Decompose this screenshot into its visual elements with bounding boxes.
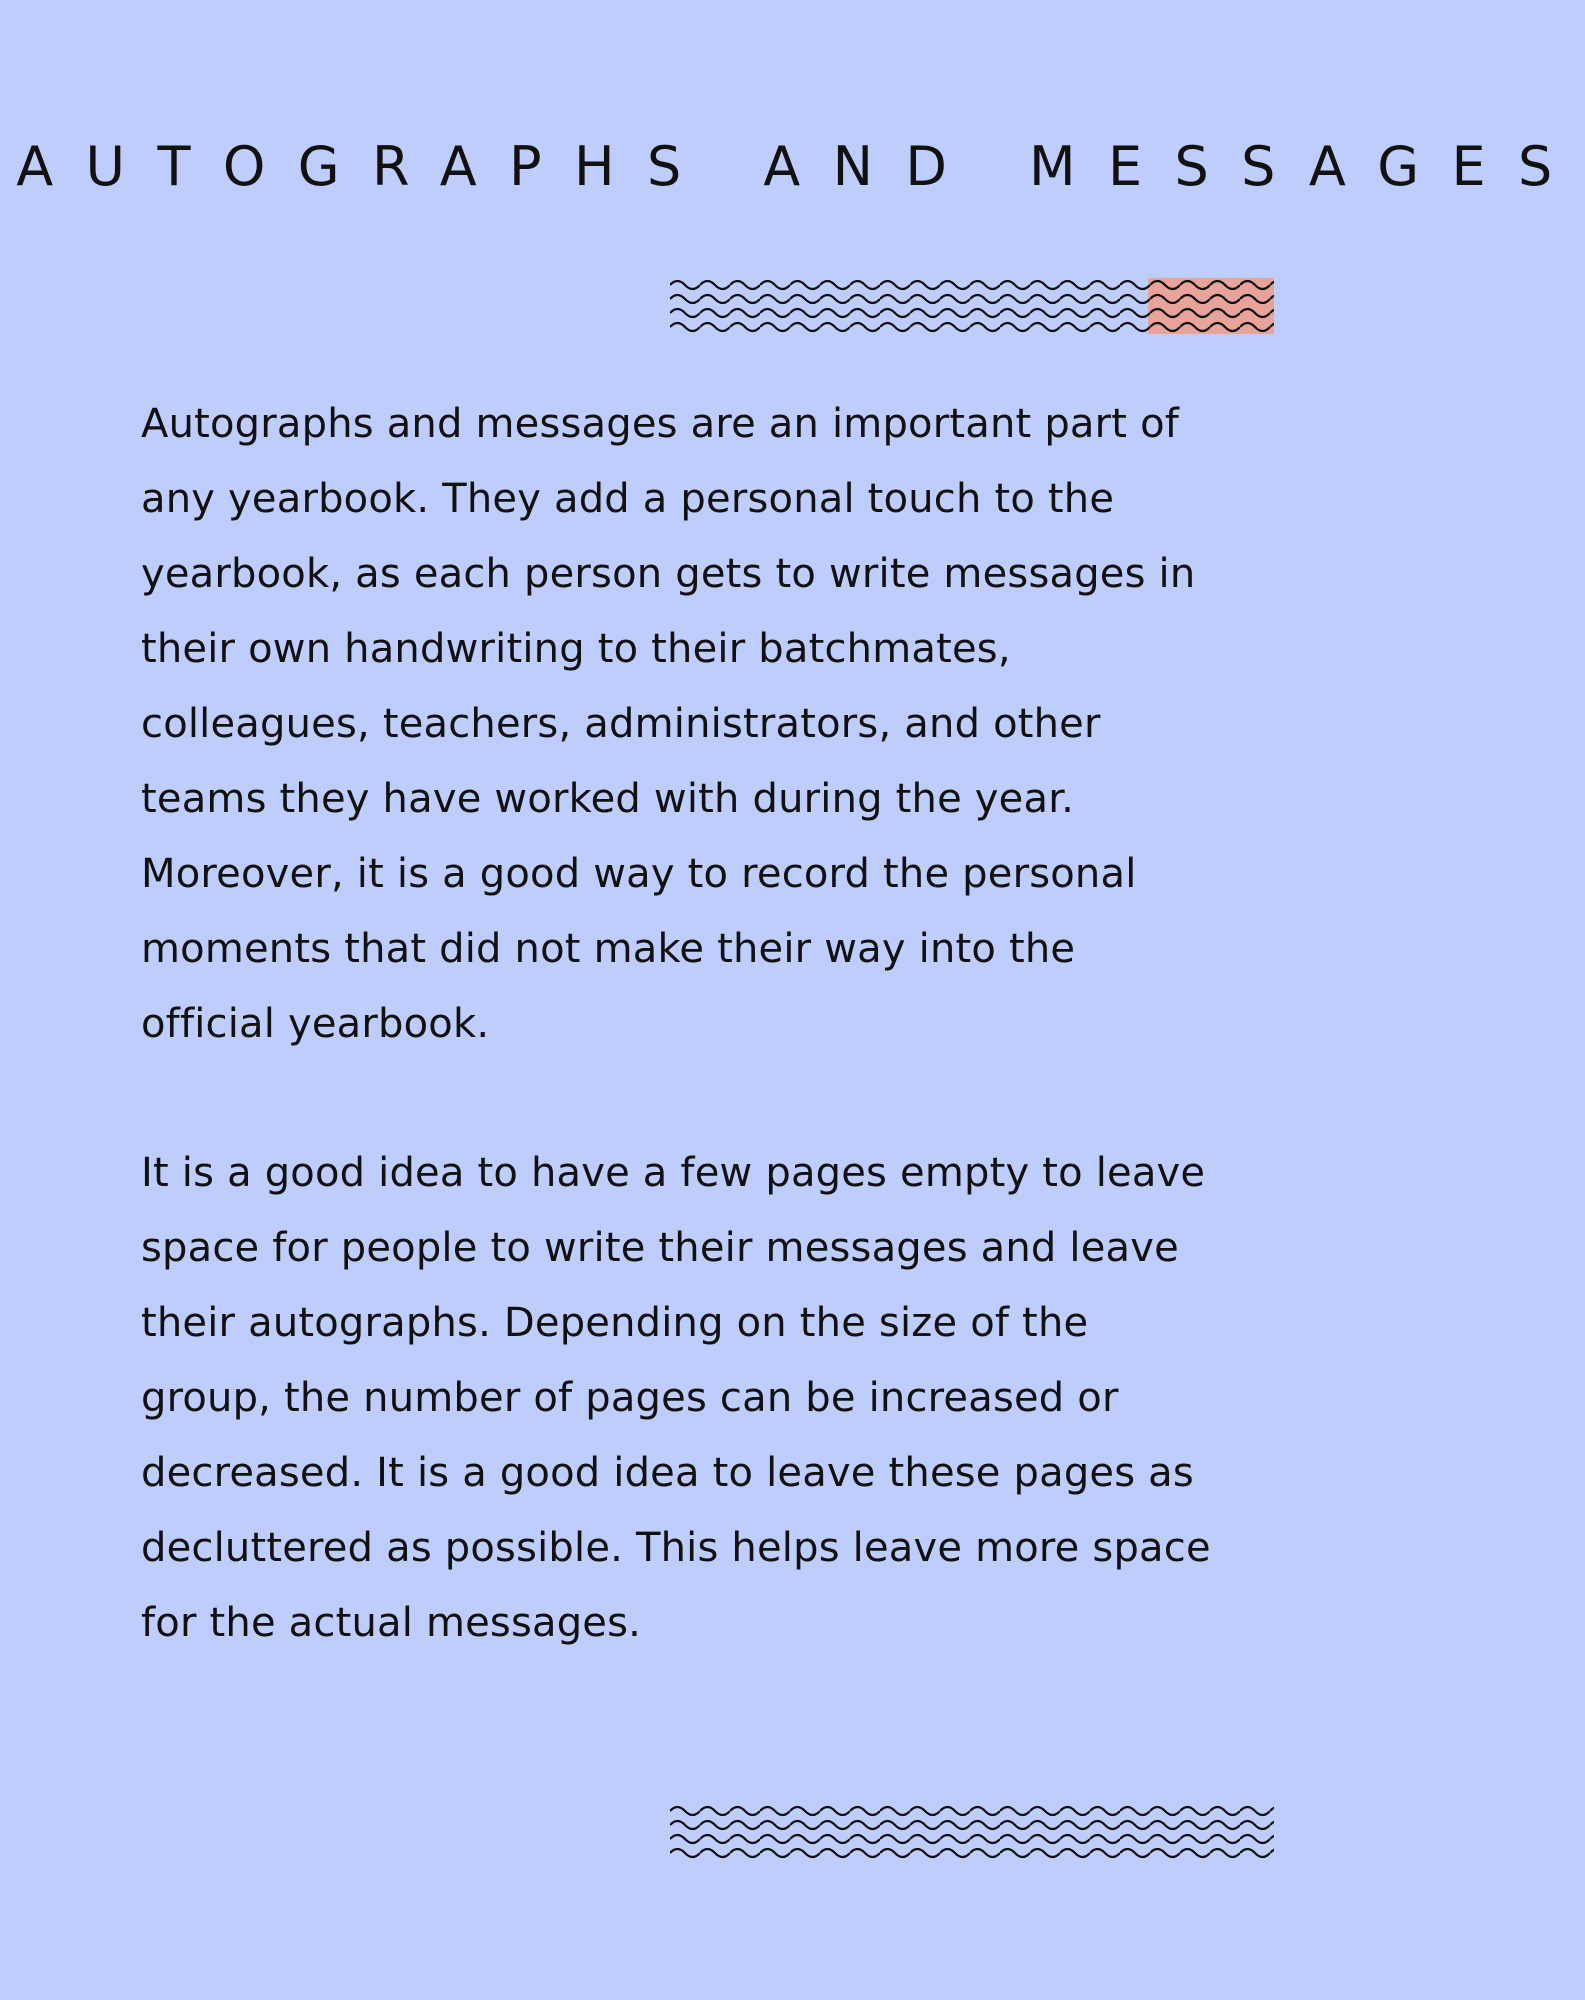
text-line: their autographs. Depending on the size of the (141, 1300, 1089, 1346)
text-line: colleagues, teachers, administrators, and other (141, 701, 1101, 747)
text-line: space for people to write their messages and leave (141, 1225, 1179, 1271)
text-line: It is a good idea to have a few pages empty to leave (141, 1150, 1206, 1196)
text-line: decluttered as possible. This helps leave more space (141, 1525, 1211, 1571)
text-line: their own handwriting to their batchmates, (141, 626, 1011, 672)
paragraph-1 (141, 387, 1291, 1062)
wave-pattern-icon (670, 278, 1274, 334)
page-title: AUTOGRAPHS AND MESSAGES (16, 135, 1585, 198)
text-line: moments that did not make their way into the (141, 926, 1076, 972)
text-line: teams they have worked with during the year. (141, 776, 1075, 822)
text-line: any yearbook. They add a personal touch to the (141, 476, 1115, 522)
wave-pattern-icon (670, 1804, 1274, 1860)
text-line: official yearbook. (141, 1001, 490, 1047)
text-line: Autographs and messages are an important part of (141, 401, 1180, 447)
paragraph-2 (141, 1136, 1291, 1661)
text-line: Moreover, it is a good way to record the personal (141, 851, 1137, 897)
text-line: for the actual messages. (141, 1600, 642, 1646)
text-line: yearbook, as each person gets to write messages in (141, 551, 1196, 597)
text-line: decreased. It is a good idea to leave these pages as (141, 1450, 1194, 1496)
text-line: group, the number of pages can be increased or (141, 1375, 1119, 1421)
